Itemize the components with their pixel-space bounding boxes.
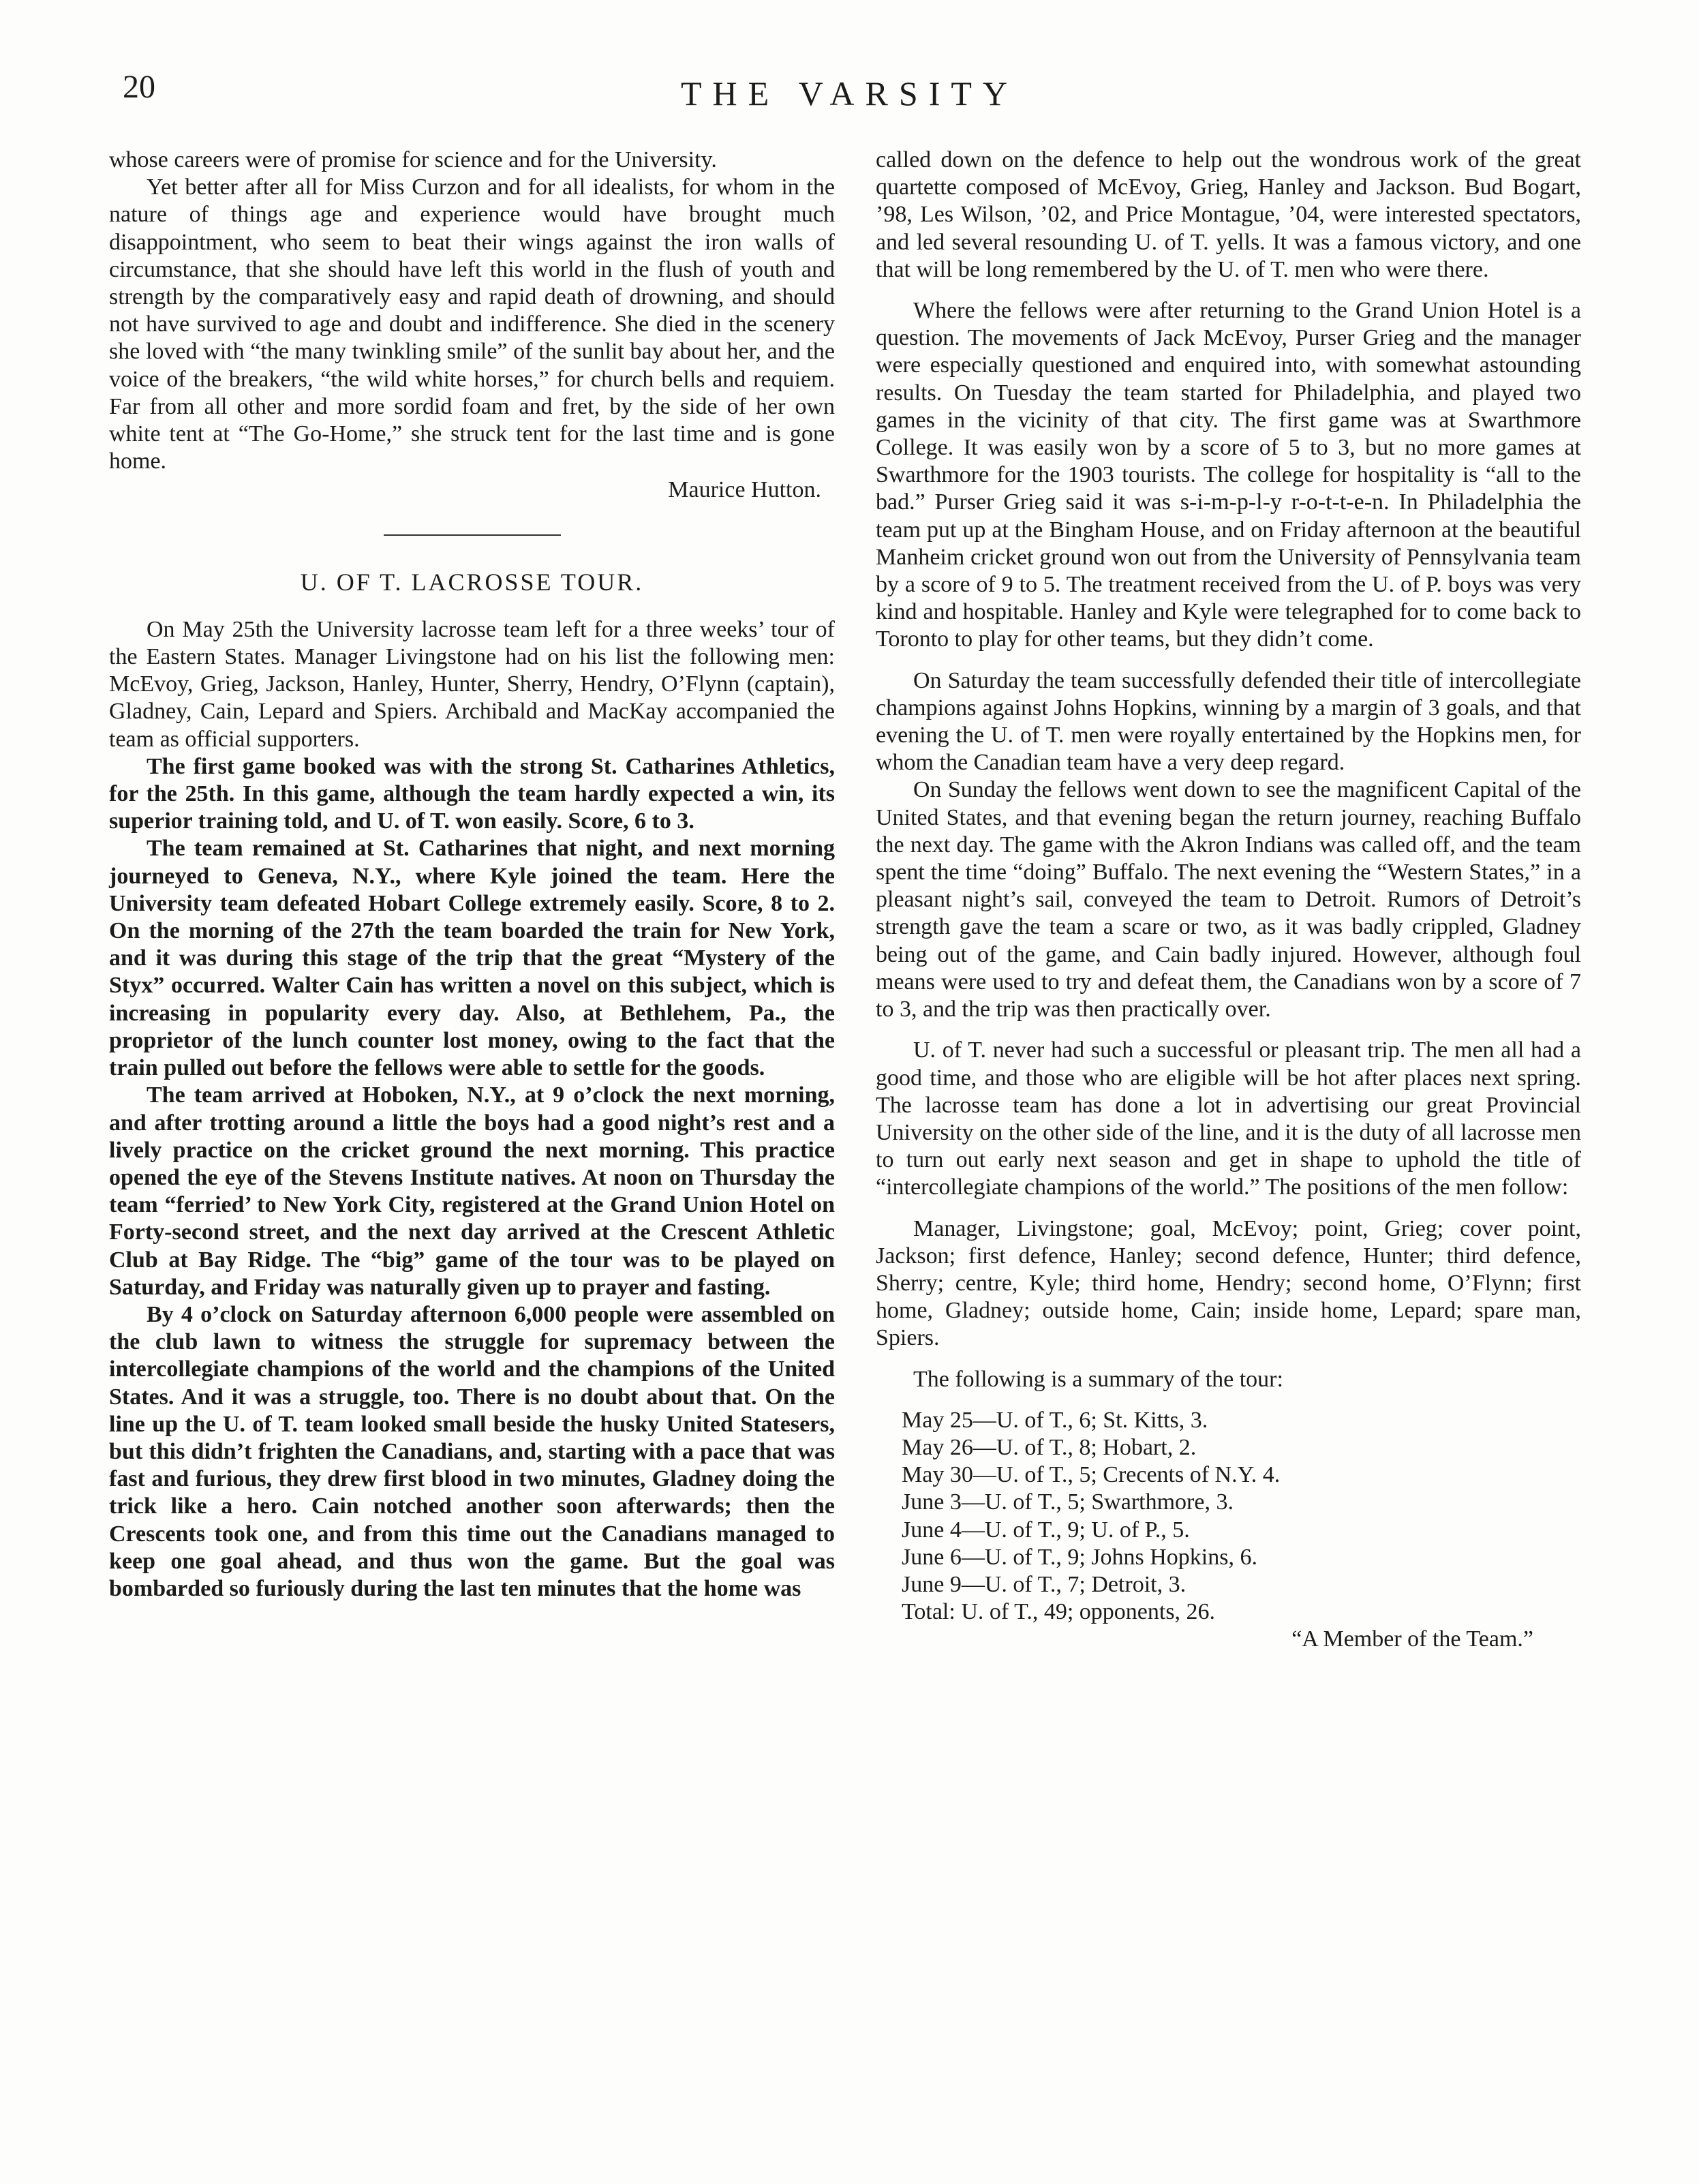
paragraph: On Sunday the fellows went down to see the magnificent Capital of the United States, and that evening began the return journey, reaching Buffalo the next day. The game with the Akron Indians was called off, and the team spent the time “doing” Buffalo. The next evening the “Western States,” in a pleasant night’s sail, conveyed the team to Detroit. Rumors of Detroit’s strength gave the team a scare or two, as it was badly crippled, Gladney being out of the game, and Cain badly injured. However, although foul means were used to try and defeat them, the Canadians won by a score of 7 to 3, and the trip was then practically over. bbox=[876, 777, 1581, 1022]
summary-item: June 4—U. of T., 9; U. of P., 5. bbox=[902, 1517, 1190, 1543]
summary-item: May 30—U. of T., 5; Crecents of N.Y. 4. bbox=[902, 1462, 1281, 1488]
paragraph: On May 25th the University lacrosse team left for a three weeks’ tour of the Eastern States. Manager Livingstone had on his list the following men: McEvoy, Grieg, Jackson, Hanley, Hunter, Sherry, Hendry, O’Flynn (captain), Gladney, Cain, Lepard and Spiers. Archibald and MacKay accompanied the team as official supporters. bbox=[109, 616, 835, 752]
paragraph: On Saturday the team successfully defended their title of intercollegiate champions against Johns Hopkins, winning by a margin of 3 goals, and that evening the U. of T. men were royally entertained by the Hopkins men, for whom the Canadian team have a very deep regard. bbox=[876, 667, 1581, 776]
tour-summary-list bbox=[876, 1407, 1581, 1626]
paragraph: The first game booked was with the strong St. Catharines Athletics, for the 25th. In this game, although the team hardly expected a win, its superior training told, and U. of T. won easily. Score, 6 to 3. bbox=[109, 753, 835, 834]
paragraph: called down on the defence to help out the wondrous work of the great quartette composed of McEvoy, Grieg, Hanley and Jackson. Bud Bogart, ’98, Les Wilson, ’02, and Price Montague, ’04, were interested spectators, and led several resounding U. of T. yells. It was a famous victory, and one that will be long remembered by the U. of T. men who were there. bbox=[876, 147, 1581, 282]
paragraph: Manager, Livingstone; goal, McEvoy; point, Grieg; cover point, Jackson; first defence, Hanley; second defence, Hunter; third defence, Sherry; centre, Kyle; third home, Hendry; second home, O’Flynn; first home, Gladney; outside home, Cain; inside home, Lepard; spare man, Spiers. bbox=[876, 1215, 1581, 1351]
paragraph: whose careers were of promise for science and for the University. bbox=[109, 147, 717, 172]
summary-item: May 25—U. of T., 6; St. Kitts, 3. bbox=[902, 1407, 1208, 1433]
article-signature: Maurice Hutton. bbox=[668, 477, 821, 503]
section-divider bbox=[384, 534, 561, 536]
running-head-title: THE VARSITY bbox=[680, 74, 1019, 112]
summary-item: May 26—U. of T., 8; Hobart, 2. bbox=[902, 1434, 1197, 1460]
summary-item: June 3—U. of T., 5; Swarthmore, 3. bbox=[902, 1489, 1234, 1515]
paragraph: By 4 o’clock on Saturday afternoon 6,000 people were assembled on the club lawn to witness the struggle for supremacy between the intercollegiate champions of the world and the champions of the United States. And it was a struggle, too. There is no doubt about that. On the line up the U. of T. team looked small beside the husky United Statesers, but this didn’t frighten the Canadians, and, starting with a pace that was fast and furious, they drew first blood in two minutes, Gladney doing the trick like a hero. Cain notched another soon afterwards; then the Crescents took one, and from this time out the Canadians managed to keep one goal ahead, and thus won the game. But the goal was bombarded so furiously during the last ten minutes that the home was bbox=[109, 1301, 835, 1601]
paragraph: U. of T. never had such a successful or pleasant trip. The men all had a good time, and those who are eligible will be hot after places next spring. The lacrosse team has done a lot in advertising our great Provincial University on the other side of the line, and it is the duty of all lacrosse men to turn out early next season and get in shape to uphold the title of “intercollegiate champions of the world.” The positions of the men follow: bbox=[876, 1037, 1581, 1200]
summary-item: June 6—U. of T., 9; Johns Hopkins, 6. bbox=[902, 1544, 1257, 1570]
section-title: U. OF T. LACROSSE TOUR. bbox=[300, 568, 644, 596]
article-byline: “A Member of the Team.” bbox=[1291, 1626, 1533, 1652]
paragraph: Yet better after all for Miss Curzon and for all idealists, for whom in the nature of things age and experience would have brought much disappointment, who seem to beat their wings against the iron walls of circumstance, that she should have left this world in the flush of youth and strength by the comparatively easy and rapid death of drowning, and should not have survived to age and doubt and indifference. She died in the scenery she loved with “the many twinkling smile” of the sunlit bay about her, and the voice of the breakers, “the wild white horses,” for church bells and requiem. Far from all other and more sordid foam and fret, by the side of her own white tent at “The Go-Home,” she struck tent for the last time and is gone home. bbox=[109, 175, 835, 474]
paragraph: The following is a summary of the tour: bbox=[913, 1366, 1283, 1392]
left-column bbox=[109, 147, 835, 1603]
summary-item: June 9—U. of T., 7; Detroit, 3. bbox=[902, 1571, 1187, 1597]
summary-total: Total: U. of T., 49; opponents, 26. bbox=[902, 1599, 1216, 1625]
paragraph: The team arrived at Hoboken, N.Y., at 9 o’clock the next morning, and after trotting around a little the boys had a good night’s rest and a lively practice on the cricket ground the next morning. This practice opened the eye of the Stevens Institute natives. At noon on Thursday the team “ferried’ to New York City, registered at the Grand Union Hotel on Forty-second street, and the next day arrived at the Crescent Athletic Club at Bay Ridge. The “big” game of the tour was to be played on Saturday, and Friday was naturally given up to prayer and fasting. bbox=[109, 1082, 835, 1300]
page-number: 20 bbox=[123, 69, 155, 105]
paragraph: The team remained at St. Catharines that night, and next morning journeyed to Geneva, N.Y., where Kyle joined the team. Here the University team defeated Hobart College extremely easily. Score, 8 to 2. On the morning of the 27th the team boarded the train for New York, and it was during this stage of the trip that the great “Mystery of the Styx” occurred. Walter Cain has written a novel on this subject, which is increasing in popularity every day. Also, at Bethlehem, Pa., the proprietor of the lunch counter lost money, owing to the fact that the train pulled out before the fellows were able to settle for the goods. bbox=[109, 836, 835, 1081]
paragraph: Where the fellows were after returning to the Grand Union Hotel is a question. The movements of Jack McEvoy, Purser Grieg and the manager were especially questioned and enquired into, with somewhat astounding results. On Tuesday the team started for Philadelphia, and played two games in the vicinity of that city. The first game was at Swarthmore College. It was easily won by a score of 5 to 3, but no more games at Swarthmore for the 1903 tourists. The college for hospitality is “all to the bad.” Purser Grieg said it was s-i-m-p-l-y r-o-t-t-e-n. In Philadelphia the team put up at the Bingham House, and on Friday afternoon at the beautiful Manheim cricket ground won out from the University of Pennsylvania team by a score of 9 to 5. The treatment received from the U. of P. boys was very kind and hospitable. Hanley and Kyle were telegraphed for to come back to Toronto to play for other teams, but they didn’t come. bbox=[876, 298, 1581, 652]
right-column bbox=[876, 147, 1581, 1654]
